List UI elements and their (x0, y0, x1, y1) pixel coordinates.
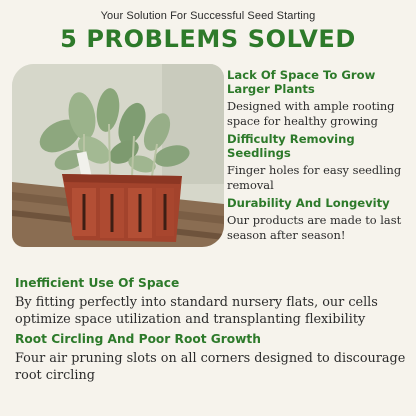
problem-body: Our products are made to last season after season! (227, 213, 402, 242)
problem-item (227, 196, 413, 243)
problem-title: Inefficient Use Of Space (15, 276, 180, 290)
problem-item (15, 332, 410, 384)
tagline: Your Solution For Successful Seed Starting (100, 10, 316, 22)
problem-title: Durability And Longevity (227, 196, 390, 210)
problem-body: Designed with ample rooting space for healthy growing (227, 99, 395, 128)
right-problems-column (227, 68, 413, 243)
problem-item (227, 132, 413, 193)
problem-title: Difficulty Removing Seedlings (227, 132, 355, 160)
problem-title: Lack Of Space To Grow Larger Plants (227, 68, 376, 96)
problem-body: By fitting perfectly into standard nursery flats, our cells optimize space utilization and transplanting flexibility (15, 295, 378, 327)
seedling-tray-photo (12, 64, 224, 247)
problem-body: Finger holes for easy seedling removal (227, 163, 402, 192)
problem-item (15, 276, 410, 328)
problem-item (227, 68, 413, 129)
headline: 5 PROBLEMS SOLVED (60, 25, 356, 53)
problem-title: Root Circling And Poor Root Growth (15, 332, 261, 346)
problem-body: Four air pruning slots on all corners designed to discourage root circling (15, 351, 406, 383)
bottom-problems-section (15, 276, 410, 384)
